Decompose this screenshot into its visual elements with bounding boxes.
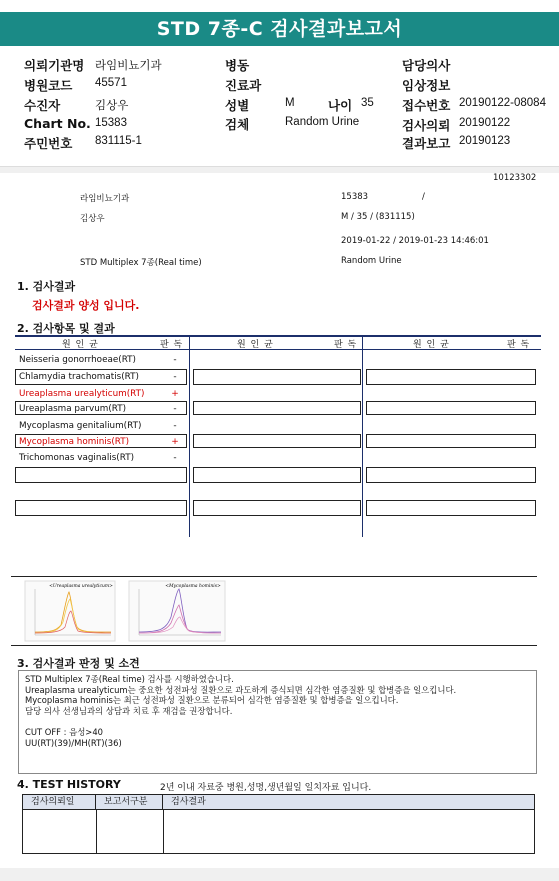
history-divider <box>163 810 164 854</box>
col-organism-3: 원 인 균 <box>413 340 450 350</box>
resident-no-label: 주민번호 <box>24 136 73 151</box>
doctor-label: 담당의사 <box>402 58 451 73</box>
col-judge-3: 판 독 <box>507 340 531 350</box>
organism-mh: Mycoplasma hominis(RT) <box>19 437 130 447</box>
cutoff-line: CUT OFF : 음성>40 <box>25 726 103 737</box>
receipt-no-label: 접수번호 <box>402 98 451 113</box>
sex-value: M <box>285 97 295 109</box>
age-value: 35 <box>361 97 374 109</box>
amplification-charts <box>11 577 537 647</box>
history-col-report-type: 보고서구분 <box>96 795 163 810</box>
result-mh: + <box>171 437 179 447</box>
ward-label: 병동 <box>225 58 250 73</box>
opinion-line: STD Multiplex 7종(Real time) 검사를 시행하였습니다. <box>25 674 234 684</box>
chart-label-left: <Ureaplasma urealyticum> <box>49 584 113 589</box>
sub-test-name: STD Multiplex 7종(Real time) <box>80 258 202 268</box>
result-row-box <box>15 500 187 516</box>
sex-label: 성별 <box>225 98 250 113</box>
document-code: 10123302 <box>493 173 537 183</box>
report-date-label: 결과보고 <box>402 136 451 151</box>
overall-result: 검사결과 양성 입니다. <box>32 299 140 312</box>
specimen-label: 검체 <box>225 117 250 132</box>
organism-mg: Mycoplasma genitalium(RT) <box>19 421 142 431</box>
test-history-table <box>22 794 535 854</box>
hospital-name-value: 라임비뇨기과 <box>95 60 162 72</box>
result-mg: - <box>173 421 177 431</box>
result-ct: - <box>173 372 177 382</box>
report-date-value: 20190123 <box>459 135 511 147</box>
result-tv: - <box>173 453 177 463</box>
result-row-box <box>193 434 361 448</box>
hospital-code-value: 45571 <box>95 77 127 89</box>
amplification-chart-area <box>11 576 537 646</box>
col-judge-2: 판 독 <box>334 340 358 350</box>
organism-ct: Chlamydia trachomatis(RT) <box>19 372 139 382</box>
result-row-box <box>15 467 187 483</box>
ct-values-line: UU(RT)(39)/MH(RT)(36) <box>25 737 122 748</box>
col-judge-1: 판 독 <box>160 340 184 350</box>
result-row-box <box>193 369 361 385</box>
header-separator <box>0 166 559 173</box>
organism-uu: Ureaplasma urealyticum(RT) <box>19 389 145 399</box>
result-uu: + <box>171 389 179 399</box>
organism-up: Ureaplasma parvum(RT) <box>19 404 127 414</box>
history-col-result: 검사결과 <box>163 795 534 810</box>
section-1-heading: 1. 검사결과 <box>17 280 76 293</box>
sub-dates: 2019-01-22 / 2019-01-23 14:46:01 <box>341 236 489 246</box>
sub-chart: 15383 <box>341 192 369 202</box>
opinion-line: 담당 의사 선생님과의 상담과 치료 후 재검을 권장합니다. <box>25 705 233 716</box>
opinion-textbox <box>18 670 537 774</box>
sub-hospital: 라임비뇨기과 <box>80 194 130 204</box>
report-header <box>0 46 559 168</box>
history-col-request-date: 검사의뢰일 <box>23 795 96 810</box>
receipt-no-value: 20190122-08084 <box>459 97 546 109</box>
opinion-line: Mycoplasma hominis는 최근 성전파성 질환으로 분류되어 심각한 염증질환 및 합병증을 일으킵니다. <box>25 695 399 706</box>
table-divider-1 <box>189 335 190 537</box>
chart-label-right: <Mycoplasma hominis> <box>165 584 221 589</box>
chart-no-value: 15383 <box>95 117 127 129</box>
specimen-value: Random Urine <box>285 116 360 128</box>
result-row-box <box>366 369 536 385</box>
col-organism-2: 원 인 균 <box>237 340 274 350</box>
sub-patient: 김상우 <box>80 214 105 224</box>
section-4-heading: 4. TEST HISTORY <box>17 778 121 791</box>
result-row-box <box>366 434 536 448</box>
page-bottom-band <box>0 868 559 881</box>
result-row-box <box>366 467 536 483</box>
opinion-line <box>25 716 530 727</box>
hospital-code-label: 병원코드 <box>24 78 73 93</box>
result-row-box <box>366 500 536 516</box>
result-up: - <box>173 404 177 414</box>
organism-tv: Trichomonas vaginalis(RT) <box>19 453 135 463</box>
sub-specimen: Random Urine <box>341 256 402 266</box>
resident-no-value: 831115-1 <box>95 135 142 147</box>
history-divider <box>96 810 97 854</box>
result-row-box <box>366 401 536 415</box>
sub-slash: / <box>422 192 425 202</box>
opinion-line: Ureaplasma urealyticum는 중요한 성전파성 질환으로 과도하게 증식되면 심각한 염증질환 및 합병증을 일으킵니다. <box>25 684 457 695</box>
age-label: 나이 <box>328 98 353 113</box>
request-date-value: 20190122 <box>459 117 511 129</box>
patient-label: 수진자 <box>24 98 61 113</box>
clinical-info-label: 임상정보 <box>402 78 451 93</box>
patient-value: 김상우 <box>95 100 129 112</box>
result-ng: - <box>173 355 177 365</box>
report-title: STD 7종-C 검사결과보고서 <box>0 12 559 46</box>
hospital-name-label: 의뢰기관명 <box>24 58 85 73</box>
history-note: 2년 이내 자료중 병원,성명,생년월일 일치자료 입니다. <box>160 783 372 793</box>
result-row-box <box>193 500 361 516</box>
request-date-label: 검사의뢰 <box>402 118 451 133</box>
organism-ng: Neisseria gonorrhoeae(RT) <box>19 355 136 365</box>
chart-no-label: Chart No. <box>24 116 91 131</box>
result-row-box <box>193 401 361 415</box>
result-row-box <box>193 467 361 483</box>
table-divider-2 <box>362 335 363 537</box>
section-3-heading: 3. 검사결과 판정 및 소견 <box>17 657 140 670</box>
dept-label: 진료과 <box>225 78 262 93</box>
sub-sex-age: M / 35 / (831115) <box>341 212 415 222</box>
col-organism-1: 원 인 균 <box>62 340 99 350</box>
section-2-heading: 2. 검사항목 및 결과 <box>17 322 115 335</box>
